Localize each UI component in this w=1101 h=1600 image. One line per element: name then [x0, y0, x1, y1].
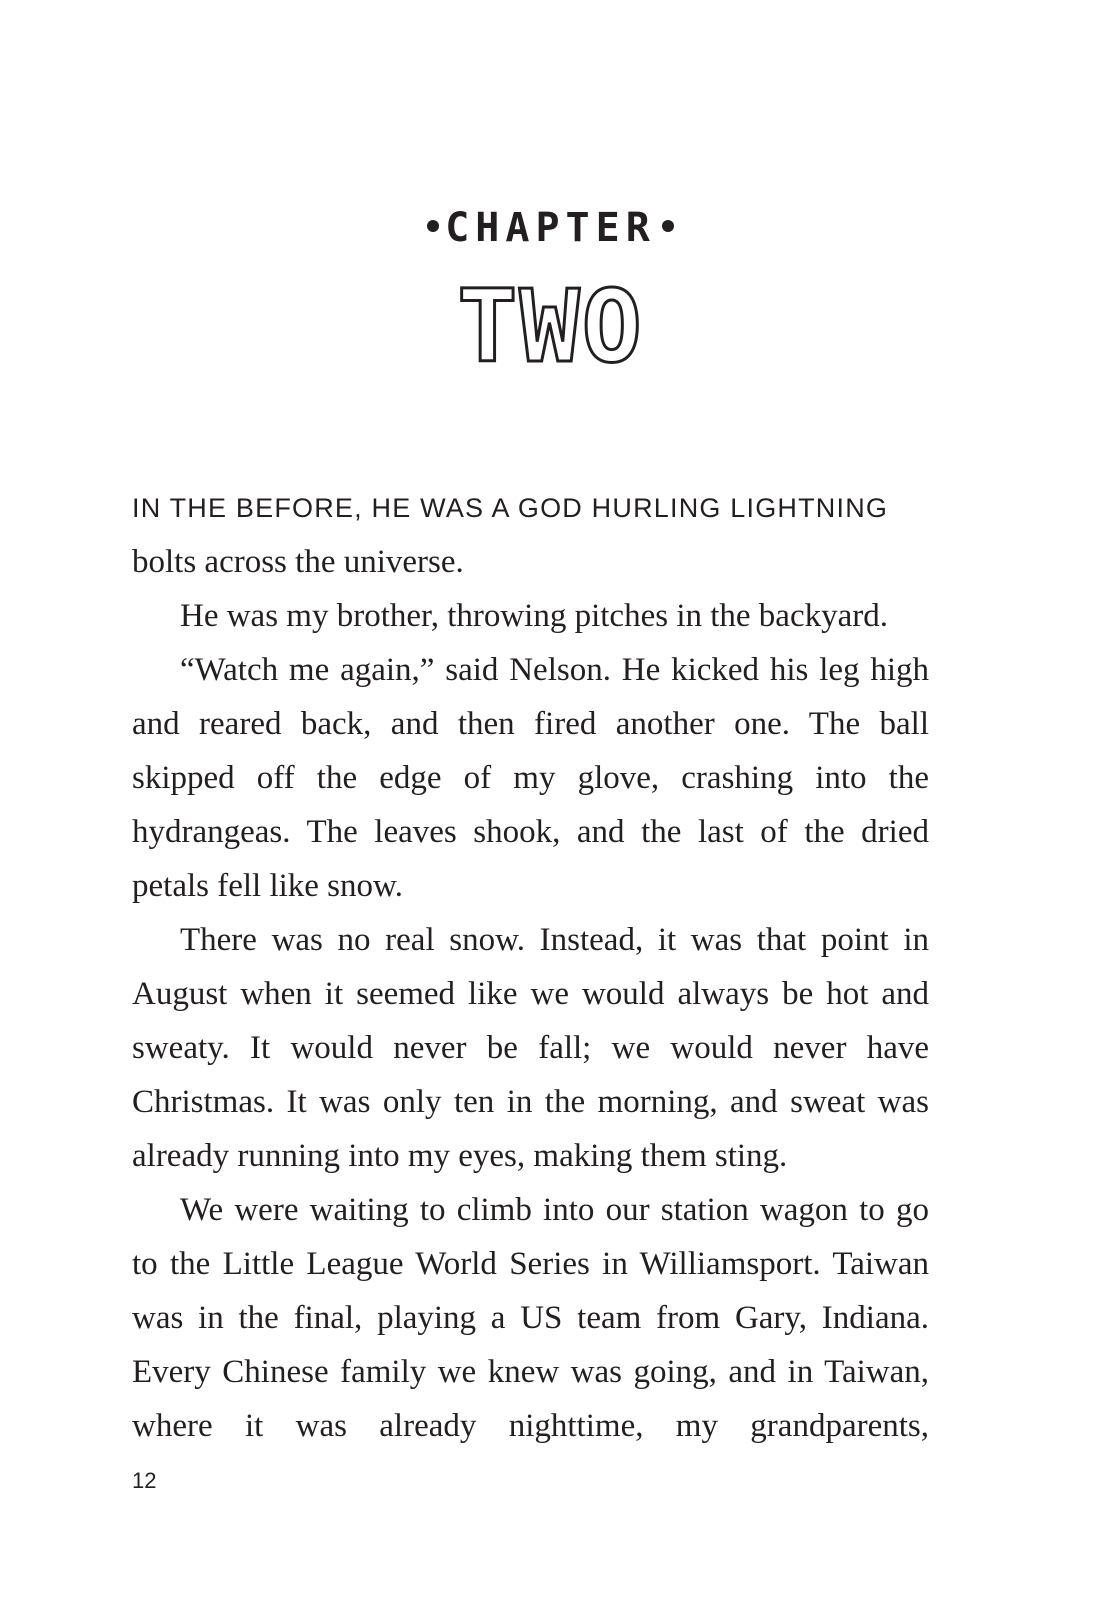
opening-caps: IN THE BEFORE, HE WAS A GOD HURLING LIGHTNING — [132, 493, 889, 523]
paragraph-3: “Watch me again,” said Nelson. He kicked his leg high and reared back, and then fired another one. The ball skipped off the edge of my glove, crashing into the hydrangeas. The leaves shook, and the last of the dried petals fell like snow. — [132, 652, 929, 904]
paragraph-1 — [132, 480, 929, 589]
page-number: 12 — [132, 1468, 157, 1493]
chapter-number: TWO — [457, 268, 644, 385]
bullet-dot-left — [427, 220, 439, 232]
paragraph-5: We were waiting to climb into our station wagon to go to the Little League World Series in Williamsport. Taiwan was in the final, playing a US team from Gary, Indiana. Every Chinese family we knew was going, and in Taiwan, where it was already nighttime, my grandparents, — [132, 1192, 929, 1444]
paragraph-2: He was my brother, throwing pitches in the backyard. — [180, 598, 888, 634]
bullet-dot-right — [662, 220, 674, 232]
body-text — [132, 480, 929, 1453]
paragraph-1-rest: bolts across the universe. — [132, 544, 464, 580]
chapter-label — [0, 200, 1101, 256]
chapter-label-text: CHAPTER — [445, 205, 656, 251]
paragraph-4: There was no real snow. Instead, it was that point in August when it seemed like we would always be hot and sweaty. It would never be fall; we would never have Christmas. It was only ten in the morning, and sweat was already running into my eyes, making them sting. — [132, 922, 929, 1174]
